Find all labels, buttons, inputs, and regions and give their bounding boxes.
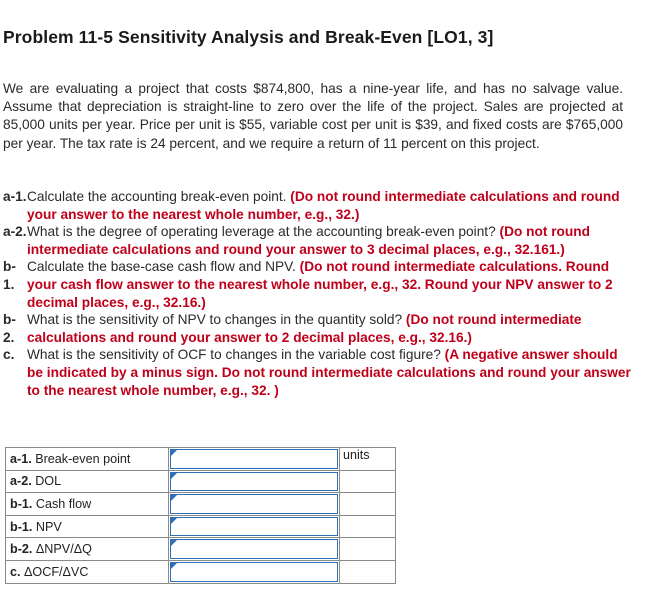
unit-label: [340, 515, 396, 538]
answer-label: b-1. NPV: [6, 515, 169, 538]
input-marker-icon: [171, 450, 177, 456]
answer-row-ocf-sensitivity: [6, 560, 396, 583]
answer-label: a-1. Break-even point: [6, 448, 169, 471]
problem-statement: We are evaluating a project that costs $874,800, has a nine-year life, and has no salvage value. Assume that depreciation is straight-line to zero over the life of the project. Sales are projected at 85,000 units per year. Price per unit is $55, variable cost per unit is $39, and fixed costs are $765,000 per year. The tax rate is 24 percent, and we require a return of 11 percent on this project.: [3, 81, 623, 151]
unit-label: units: [340, 448, 396, 471]
question-label: b-1.: [3, 259, 16, 292]
rounding-instruction: (Do not round intermediate calculations and round your answer to the nearest whole number, e.g., 32.): [27, 189, 620, 222]
rounding-instruction: (Do not round intermediate calculations and round your answer to 2 decimal places, e.g., 32.16.): [27, 312, 582, 345]
input-marker-icon: [171, 540, 177, 546]
question-text: What is the degree of operating leverage at the accounting break-even point?: [27, 224, 500, 240]
dol-input[interactable]: [169, 470, 340, 493]
answer-label: a-2. DOL: [6, 470, 169, 493]
rounding-instruction: (Do not round intermediate calculations and round your answer to 3 decimal places, e.g., 32.161.): [27, 224, 590, 257]
question-label: a-1.: [3, 189, 27, 204]
question-b1: [3, 258, 633, 311]
question-a2: [3, 223, 633, 258]
unit-label: [340, 538, 396, 561]
input-marker-icon: [171, 518, 177, 524]
breakeven-input[interactable]: [169, 448, 340, 471]
answer-label: b-2. ΔNPV/ΔQ: [6, 538, 169, 561]
npv-sensitivity-input[interactable]: [169, 538, 340, 561]
ocf-sensitivity-input[interactable]: [169, 560, 340, 583]
input-marker-icon: [171, 563, 177, 569]
question-a1: [3, 188, 633, 223]
question-b2: [3, 311, 633, 346]
question-label: a-2.: [3, 224, 27, 240]
answer-row-dol: [6, 470, 396, 493]
question-text: Calculate the accounting break-even point.: [27, 189, 291, 204]
problem-title: Problem 11-5 Sensitivity Analysis and Break-Even [LO1, 3]: [3, 27, 494, 47]
unit-label: [340, 470, 396, 493]
question-text: What is the sensitivity of OCF to changes in the variable cost figure?: [27, 347, 445, 363]
question-label: b-2.: [3, 312, 16, 345]
answer-label: b-1. Cash flow: [6, 493, 169, 516]
question-list: [3, 188, 633, 399]
answer-label: c. ΔOCF/ΔVC: [6, 560, 169, 583]
question-c: [3, 346, 633, 399]
answer-table: [5, 447, 396, 584]
answer-row-npv-sensitivity: [6, 538, 396, 561]
cash-flow-input[interactable]: [169, 493, 340, 516]
answer-row-cashflow: [6, 493, 396, 516]
input-marker-icon: [171, 473, 177, 479]
unit-label: [340, 560, 396, 583]
input-marker-icon: [171, 495, 177, 501]
answer-row-npv: [6, 515, 396, 538]
rounding-instruction: (Do not round intermediate calculations. Round your cash flow answer to the nearest whole number, e.g., 32. Round your NPV answer to 2 decimal places, e.g., 32.16.): [27, 259, 613, 310]
question-text: What is the sensitivity of NPV to changes in the quantity sold?: [27, 312, 406, 328]
npv-input[interactable]: [169, 515, 340, 538]
question-text: Calculate the base-case cash flow and NPV.: [27, 259, 300, 275]
answer-row-breakeven: [6, 448, 396, 471]
rounding-instruction: (A negative answer should be indicated by a minus sign. Do not round intermediate calculations and round your answer to the nearest whole number, e.g., 32. ): [27, 347, 631, 398]
unit-label: [340, 493, 396, 516]
question-label: c.: [3, 347, 15, 363]
